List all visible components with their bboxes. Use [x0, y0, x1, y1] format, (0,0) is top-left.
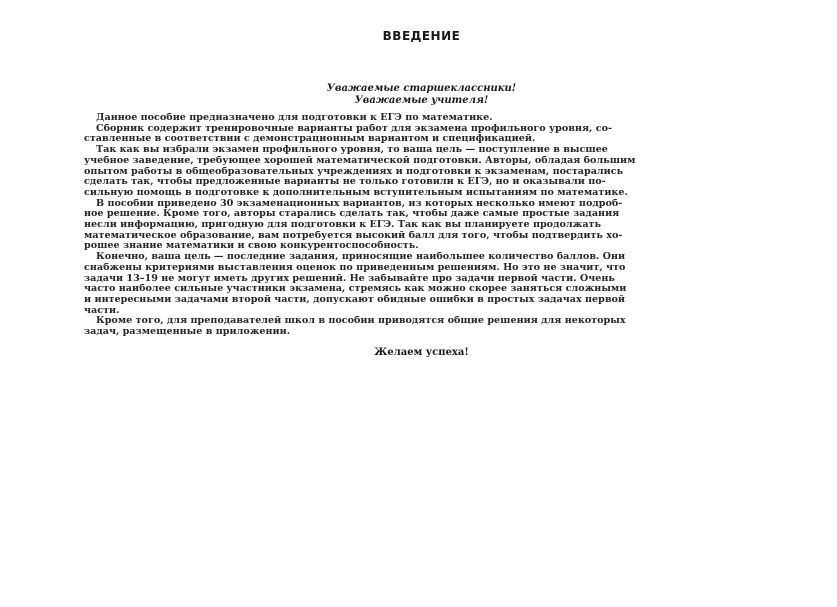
- paragraph-tasks: [84, 252, 759, 316]
- paragraph-contents: [84, 124, 759, 145]
- paragraph-variants: [84, 199, 759, 253]
- document-page: [84, 28, 759, 359]
- text-line: Так как вы избрали экзамен профильного уровня, то ваша цель — поступление в высшее: [96, 145, 608, 156]
- text-line: Кроме того, для преподавателей школ в пособии приводятся общие решения для некоторых: [96, 316, 626, 327]
- text-line: задачи 13–19 не могут иметь других решений. Не забывайте про задачи первой части. Очень: [84, 273, 615, 284]
- text-line: ставленные в соответствии с демонстрационным вариантом и спецификацией.: [84, 134, 536, 145]
- document-title: ВВЕДЕНИЕ: [382, 29, 461, 43]
- paragraph-goal: [84, 145, 759, 199]
- paragraph-teachers: [84, 316, 759, 337]
- body-text: [84, 113, 759, 338]
- text-line: сильную помощь в подготовке к дополнительным вступительным испытаниям по математике.: [84, 187, 628, 198]
- text-line: математическое образование, вам потребуется высокий балл для того, чтобы подтвердить хо-: [84, 230, 623, 241]
- paragraph-purpose: [84, 113, 759, 124]
- closing-wish: Желаем успеха!: [374, 346, 469, 358]
- text-line: несли информацию, пригодную для подготовки к ЕГЭ. Так как вы планируете продолжать: [84, 220, 601, 231]
- text-line: ное решение. Кроме того, авторы старались сделать так, чтобы даже самые простые задания: [84, 209, 620, 220]
- text-line: сделать так, чтобы предложенные варианты не только готовили к ЕГЭ, но и оказывали по-: [84, 177, 606, 188]
- text-line: и интересными задачами второй части, допускают обидные ошибки в простых задачах первой: [84, 294, 626, 305]
- text-line: Конечно, ваша цель — последние задания, приносящие наибольшее количество баллов. Они: [96, 252, 626, 263]
- text-line: снабжены критериями выставления оценок по приведенным решениям. Но это не значит, что: [84, 262, 626, 273]
- text-line: часто наиболее сильные участники экзамена, стремясь как можно скорее заняться сложными: [84, 284, 627, 295]
- text-line: опытом работы в общеобразовательных учреждениях и подготовки к экзаменам, постарались: [84, 166, 624, 177]
- greeting: [84, 83, 759, 107]
- greeting-line-students: Уважаемые старшеклассники!: [326, 83, 517, 94]
- text-line: задач, размещенные в приложении.: [84, 327, 291, 338]
- text-line: Данное пособие предназначено для подготовки к ЕГЭ по математике.: [96, 113, 493, 123]
- text-line: части.: [84, 305, 120, 316]
- text-line: учебное заведение, требующее хорошей математической подготовки. Авторы, обладая большим: [84, 155, 636, 166]
- text-line: В пособии приведено 30 экзаменационных вариантов, из которых несколько имеют подроб-: [96, 198, 623, 209]
- text-line: Сборник содержит тренировочные варианты работ для экзамена профильного уровня, со-: [96, 123, 612, 134]
- greeting-line-teachers: Уважаемые учителя!: [354, 95, 489, 106]
- text-line: рошее знание математики и свою конкурентоспособность.: [84, 241, 419, 252]
